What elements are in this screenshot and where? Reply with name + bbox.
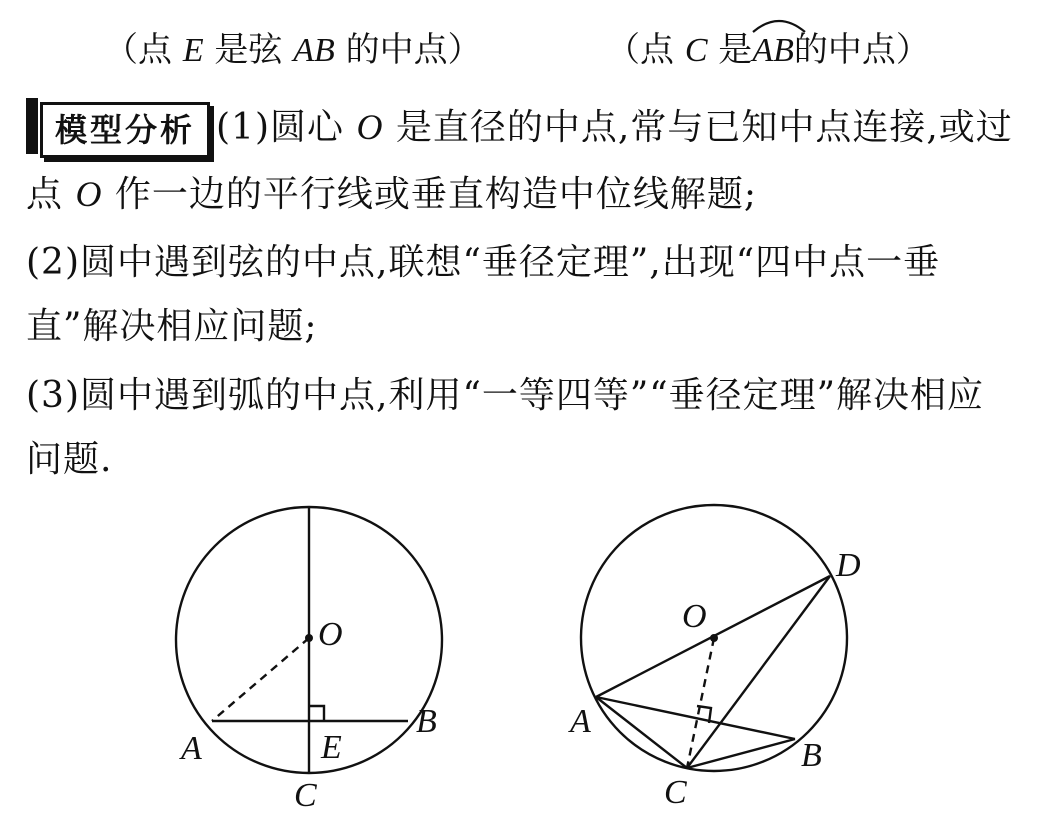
label-b-right: B xyxy=(801,737,822,774)
caption-chord-midpoint: （点 E 是弦 AB 的中点） xyxy=(104,30,482,70)
label-o-right: O xyxy=(682,598,707,635)
label-b-left: B xyxy=(416,703,437,740)
label-a-right: A xyxy=(570,703,591,740)
center-dot-right xyxy=(710,634,718,642)
figure-right xyxy=(581,505,847,771)
radius-oa-dashed xyxy=(212,638,309,721)
model-analysis-paragraph-1: 模型分析 (1)圆心 O 是直径的中点,常与已知中点连接,或过点 O 作一边的平行线或垂直构造中位线解题; xyxy=(26,95,1018,227)
caption-arc-midpoint: （点 C 是 AB的中点） xyxy=(606,22,930,71)
arc-ab: AB xyxy=(752,30,794,70)
right-angle-mark-left xyxy=(309,706,324,721)
model-analysis-paragraph-3: (3)圆中遇到弧的中点,利用“一等四等”“垂径定理”解决相应问题. xyxy=(26,375,985,480)
label-o-left: O xyxy=(318,616,343,653)
center-dot-left xyxy=(305,634,313,642)
label-c-left: C xyxy=(294,777,317,814)
label-a-left: A xyxy=(181,730,202,767)
label-e-left: E xyxy=(321,729,342,766)
chord-ab-right xyxy=(596,697,795,739)
label-d-right: D xyxy=(836,547,861,584)
label-c-right: C xyxy=(664,774,687,811)
figure-left xyxy=(176,507,442,773)
model-analysis-badge: 模型分析 xyxy=(26,98,210,162)
model-analysis-paragraph-2: (2)圆中遇到弦的中点,联想“垂径定理”,出现“四中点一垂直”解决相应问题; xyxy=(26,242,941,347)
